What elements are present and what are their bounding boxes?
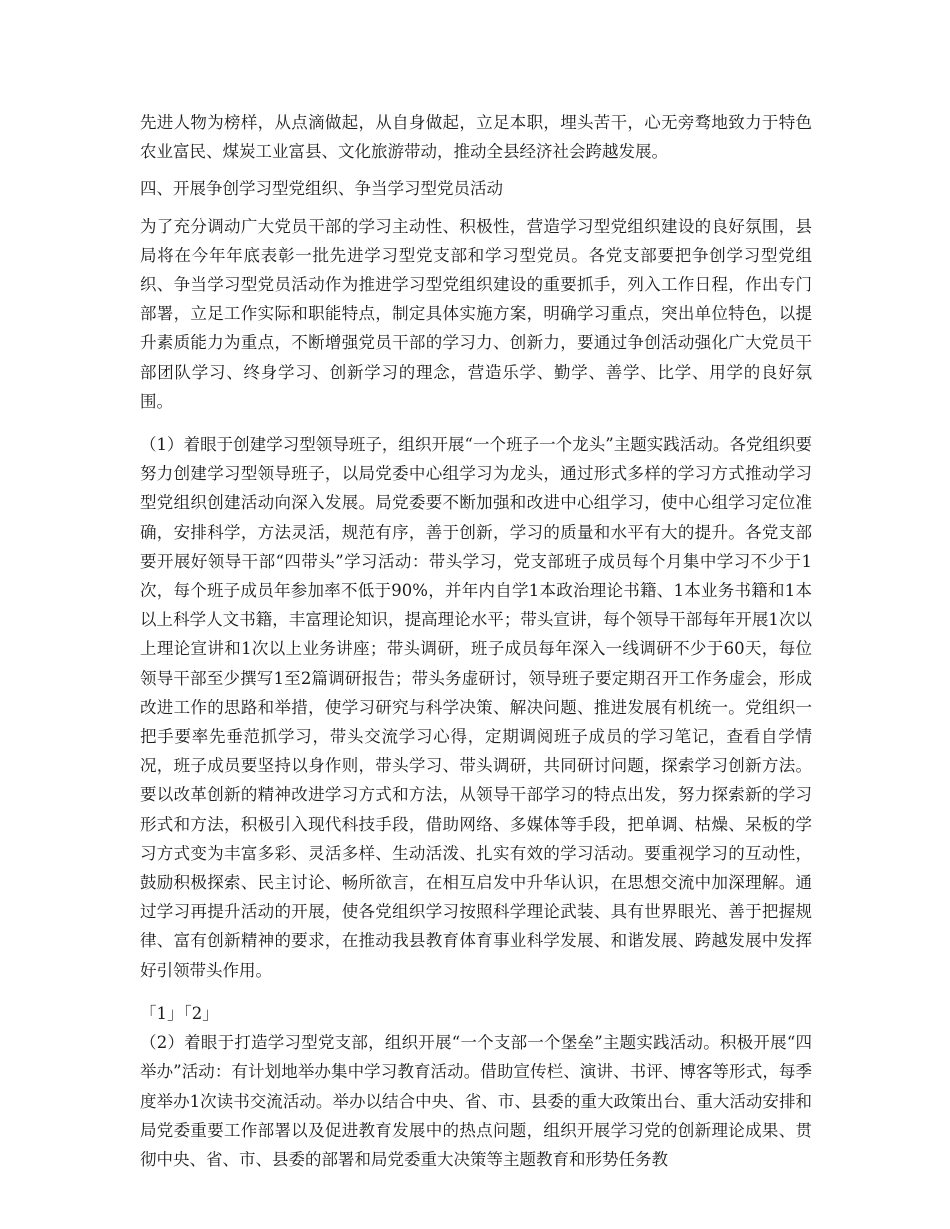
section-heading: 四、开展争创学习型党组织、争当学习型党员活动 [140,179,503,199]
paragraph-item-2: （2）着眼于打造学习型党支部，组织开展“一个支部一个堡垒”主题实践活动。积极开展“四举办”活动：有计划地举办集中学习教育活动。借助宣传栏、演讲、书评、博客等形式，每季度举办1次读书交流活动。举办以结合中央、省、市、县委的重大政策出台、重大活动安排和局党委重要工作部署以及促进教育发展中的热点问题，组织开展学习党的创新理论成果、贯彻中央、省、市、县委的部署和局党委重大决策等主题教育和形势任务教 [140,1033,812,1169]
paragraph-section-body: 为了充分调动广大党员干部的学习主动性、积极性，营造学习型党组织建设的良好氛围，县局将在今年年底表彰一批先进学习型党支部和学习型党员。各党支部要把争创学习型党组织、争当学习型党员活动作为推进学习型党组织建设的重要抓手，列入工作日程，作出专门部署，立足工作实际和职能特点，制定具体实施方案，明确学习重点，突出单位特色，以提升素质能力为重点，不断增强党员干部的学习力、创新力，要通过争创活动强化广大党员干部团队学习、终身学习、创新学习的理念，营造乐学、勤学、善学、比学、用学的良好氛围。 [140,216,812,411]
reference-markers: 「1」「2」 [140,1003,219,1023]
paragraph-intro-continuation: 先进人物为榜样，从点滴做起，从自身做起，立足本职，埋头苦干，心无旁骛地致力于特色农业富民、煤炭工业富县、文化旅游带动，推动全县经济社会跨越发展。 [140,113,812,162]
document-body [140,108,812,1174]
paragraph-item-1: （1）着眼于创建学习型领导班子，组织开展“一个班子一个龙头”主题实践活动。各党组织要努力创建学习型领导班子，以局党委中心组学习为龙头，通过形式多样的学习方式推动学习型党组织创建活动向深入发展。局党委要不断加强和改进中心组学习，使中心组学习定位准确，安排科学，方法灵活，规范有序，善于创新，学习的质量和水平有大的提升。各党支部要开展好领导干部“四带头”学习活动：带头学习，党支部班子成员每个月集中学习不少于1次，每个班子成员年参加率不低于90%，并年内自学1本政治理论书籍、1本业务书籍和1本以上科学人文书籍，丰富理论知识，提高理论水平；带头宣讲，每个领导干部每年开展1次以上理论宣讲和1次以上业务讲座；带头调研，班子成员每年深入一线调研不少于60天，每位领导干部至少撰写1至2篇调研报告；带头务虚研讨，领导班子要定期召开工作务虚会，形成改进工作的思路和举措，使学习研究与科学决策、解决问题、推进发展有机统一。党组织一把手要率先垂范抓学习，带头交流学习心得，定期调阅班子成员的学习笔记，查看自学情况，班子成员要坚持以身作则，带头学习、带头调研，共同研讨问题，探索学习创新方法。要以改革创新的精神改进学习方式和方法，从领导干部学习的特点出发，努力探索新的学习形式和方法，积极引入现代科技手段，借助网络、多媒体等手段，把单调、枯燥、呆板的学习方式变为丰富多彩、灵活多样、生动活泼、扎实有效的学习活动。要重视学习的互动性，鼓励积极探索、民主讨论、畅所欲言，在相互启发中升华认识，在思想交流中加深理解。通过学习再提升活动的开展，使各党组织学习按照科学理论武装、具有世界眼光、善于把握规律、富有创新精神的要求，在推动我县教育体育事业科学发展、和谐发展、跨越发展中发挥好引领带头作用。 [140,435,812,980]
